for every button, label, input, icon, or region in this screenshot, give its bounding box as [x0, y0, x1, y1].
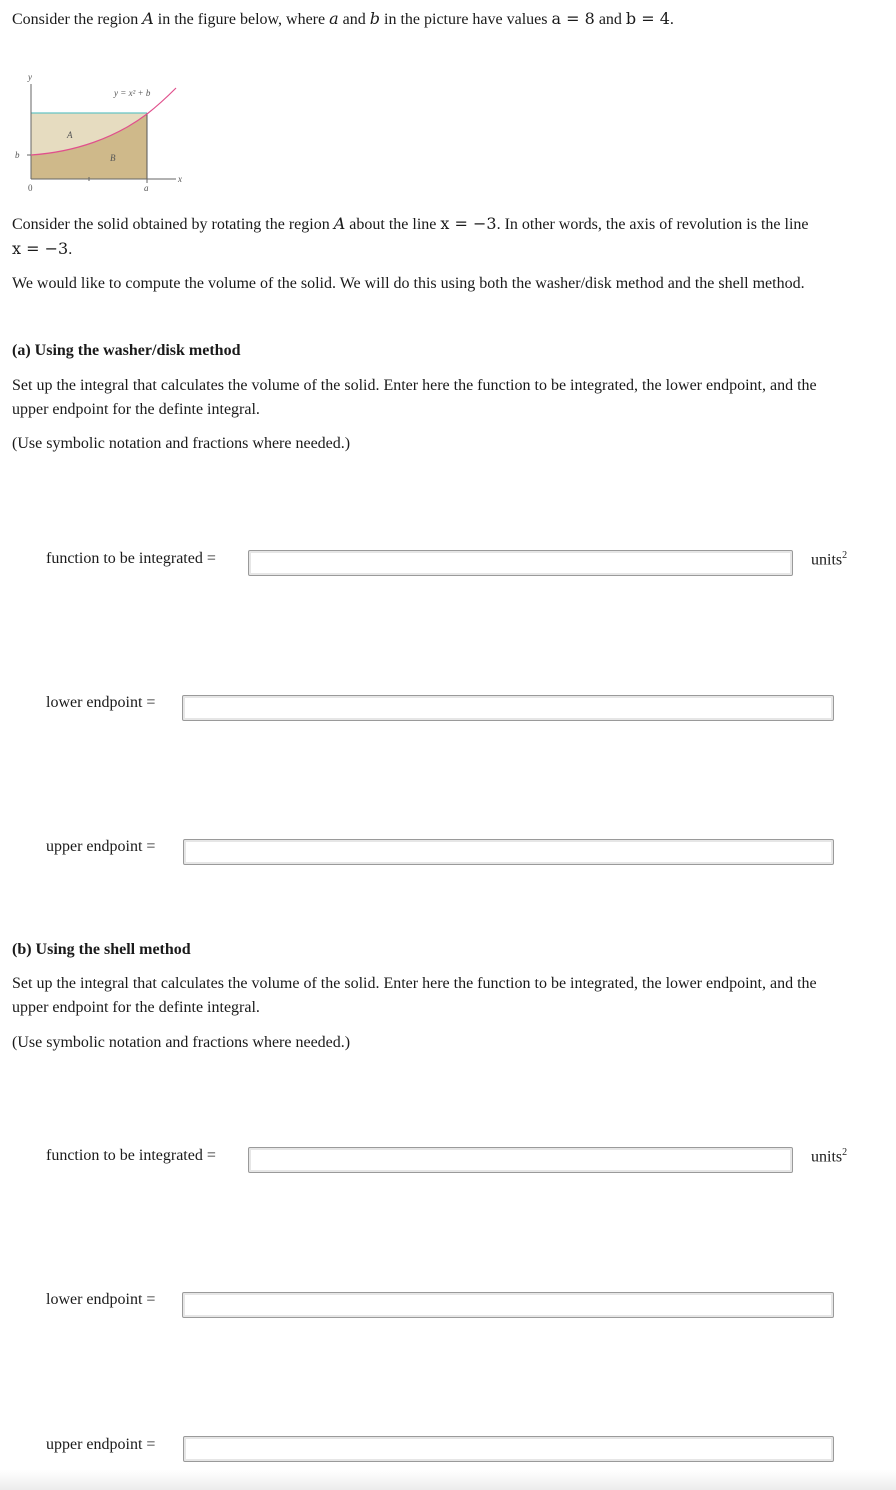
- part-b-lower-input[interactable]: [182, 1292, 834, 1318]
- part-b-function-label: function to be integrated =: [46, 1147, 216, 1164]
- part-b-units: units$^2$: [811, 1147, 848, 1166]
- part-b-lower-label: lower endpoint =: [46, 1291, 156, 1308]
- part-a-lower-input[interactable]: [182, 695, 834, 721]
- part-b-instructions-line1: Set up the integral that calculates the volume of the solid. Enter here the function to be integrated, the lower endpoint, and the: [12, 975, 817, 992]
- bottom-fade: [0, 1470, 896, 1490]
- a-tick-label: a: [144, 183, 149, 193]
- part-b-instructions-line2: upper endpoint for the definte integral.: [12, 999, 260, 1016]
- part-a-upper-label: upper endpoint =: [46, 838, 156, 855]
- rotation-text-line1: Consider the solid obtained by rotating the region A about the line x = −3. In other words, the axis of revolution is the line: [12, 214, 809, 233]
- region-b-label: B: [110, 153, 116, 163]
- part-a-units: units$^2$: [811, 550, 848, 569]
- goal-text: We would like to compute the volume of the solid. We will do this using both the washer/disk method and the shell method.: [12, 275, 805, 292]
- part-a-function-input[interactable]: [248, 550, 793, 576]
- region-a-label: A: [67, 130, 73, 140]
- part-b-heading: (b) Using the shell method: [12, 941, 191, 958]
- part-a-function-label: function to be integrated =: [46, 550, 216, 567]
- origin-label: 0: [28, 183, 33, 193]
- intro-text: Consider the region A in the figure below, where a and b in the picture have values a = 8 and b = 4.: [12, 9, 674, 28]
- part-a-upper-input[interactable]: [183, 839, 834, 865]
- part-a-lower-label: lower endpoint =: [46, 694, 156, 711]
- part-b-function-input[interactable]: [248, 1147, 793, 1173]
- part-b-upper-input[interactable]: [183, 1436, 834, 1462]
- curve-label: y = x² + b: [114, 88, 151, 98]
- region-figure: [0, 60, 200, 200]
- b-tick-label: b: [15, 150, 20, 160]
- part-a-instructions-line1: Set up the integral that calculates the volume of the solid. Enter here the function to be integrated, the lower endpoint, and the: [12, 377, 817, 394]
- part-a-note: (Use symbolic notation and fractions where needed.): [12, 435, 351, 452]
- part-a-heading: (a) Using the washer/disk method: [12, 342, 241, 359]
- part-a-instructions-line2: upper endpoint for the definte integral.: [12, 401, 260, 418]
- x-axis-label: x: [178, 174, 182, 184]
- part-b-upper-label: upper endpoint =: [46, 1436, 156, 1453]
- part-b-note: (Use symbolic notation and fractions where needed.): [12, 1034, 351, 1051]
- rotation-text-line2: x = −3.: [12, 239, 73, 258]
- y-axis-label: y: [28, 72, 32, 82]
